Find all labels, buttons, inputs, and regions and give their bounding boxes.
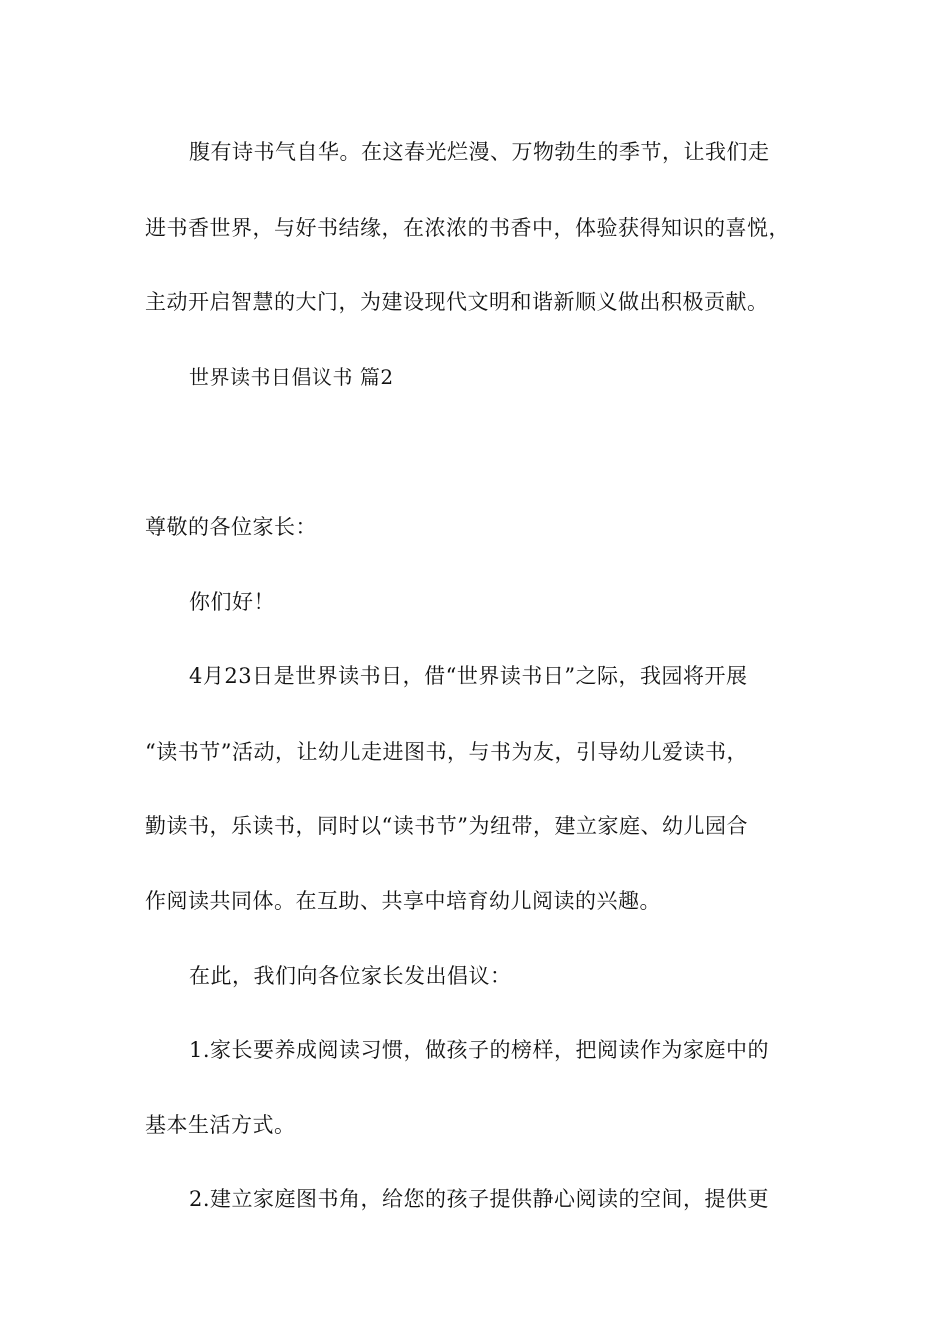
paragraph-line: 作阅读共同体。在互助、共享中培育幼儿阅读的兴趣。	[145, 889, 661, 913]
paragraph-line: 勤读书，乐读书，同时以“读书节”为纽带，建立家庭、幼儿园合	[145, 814, 748, 838]
list-item: 2.建立家庭图书角，给您的孩子提供静心阅读的空间，提供更	[189, 1187, 770, 1211]
greeting: 你们好！	[189, 590, 275, 614]
paragraph-line: “读书节”活动，让幼儿走进图书，与书为友，引导幼儿爱读书，	[145, 740, 748, 764]
paragraph-line: 主动开启智慧的大门，为建设现代文明和谐新顺义做出积极贡献。	[145, 290, 769, 314]
paragraph-line: 腹有诗书气自华。在这春光烂漫、万物勃生的季节，让我们走	[189, 140, 770, 164]
section-heading: 世界读书日倡议书 篇2	[189, 365, 394, 389]
paragraph-line: 在此，我们向各位家长发出倡议：	[189, 964, 512, 988]
paragraph-line: 4月23日是世界读书日，借“世界读书日”之际，我园将开展	[189, 664, 748, 688]
paragraph-line: 进书香世界，与好书结缘，在浓浓的书香中，体验获得知识的喜悦，	[145, 216, 790, 240]
list-item-continuation: 基本生活方式。	[145, 1113, 296, 1137]
salutation: 尊敬的各位家长：	[145, 515, 317, 539]
list-item: 1.家长要养成阅读习惯，做孩子的榜样，把阅读作为家庭中的	[189, 1038, 770, 1062]
